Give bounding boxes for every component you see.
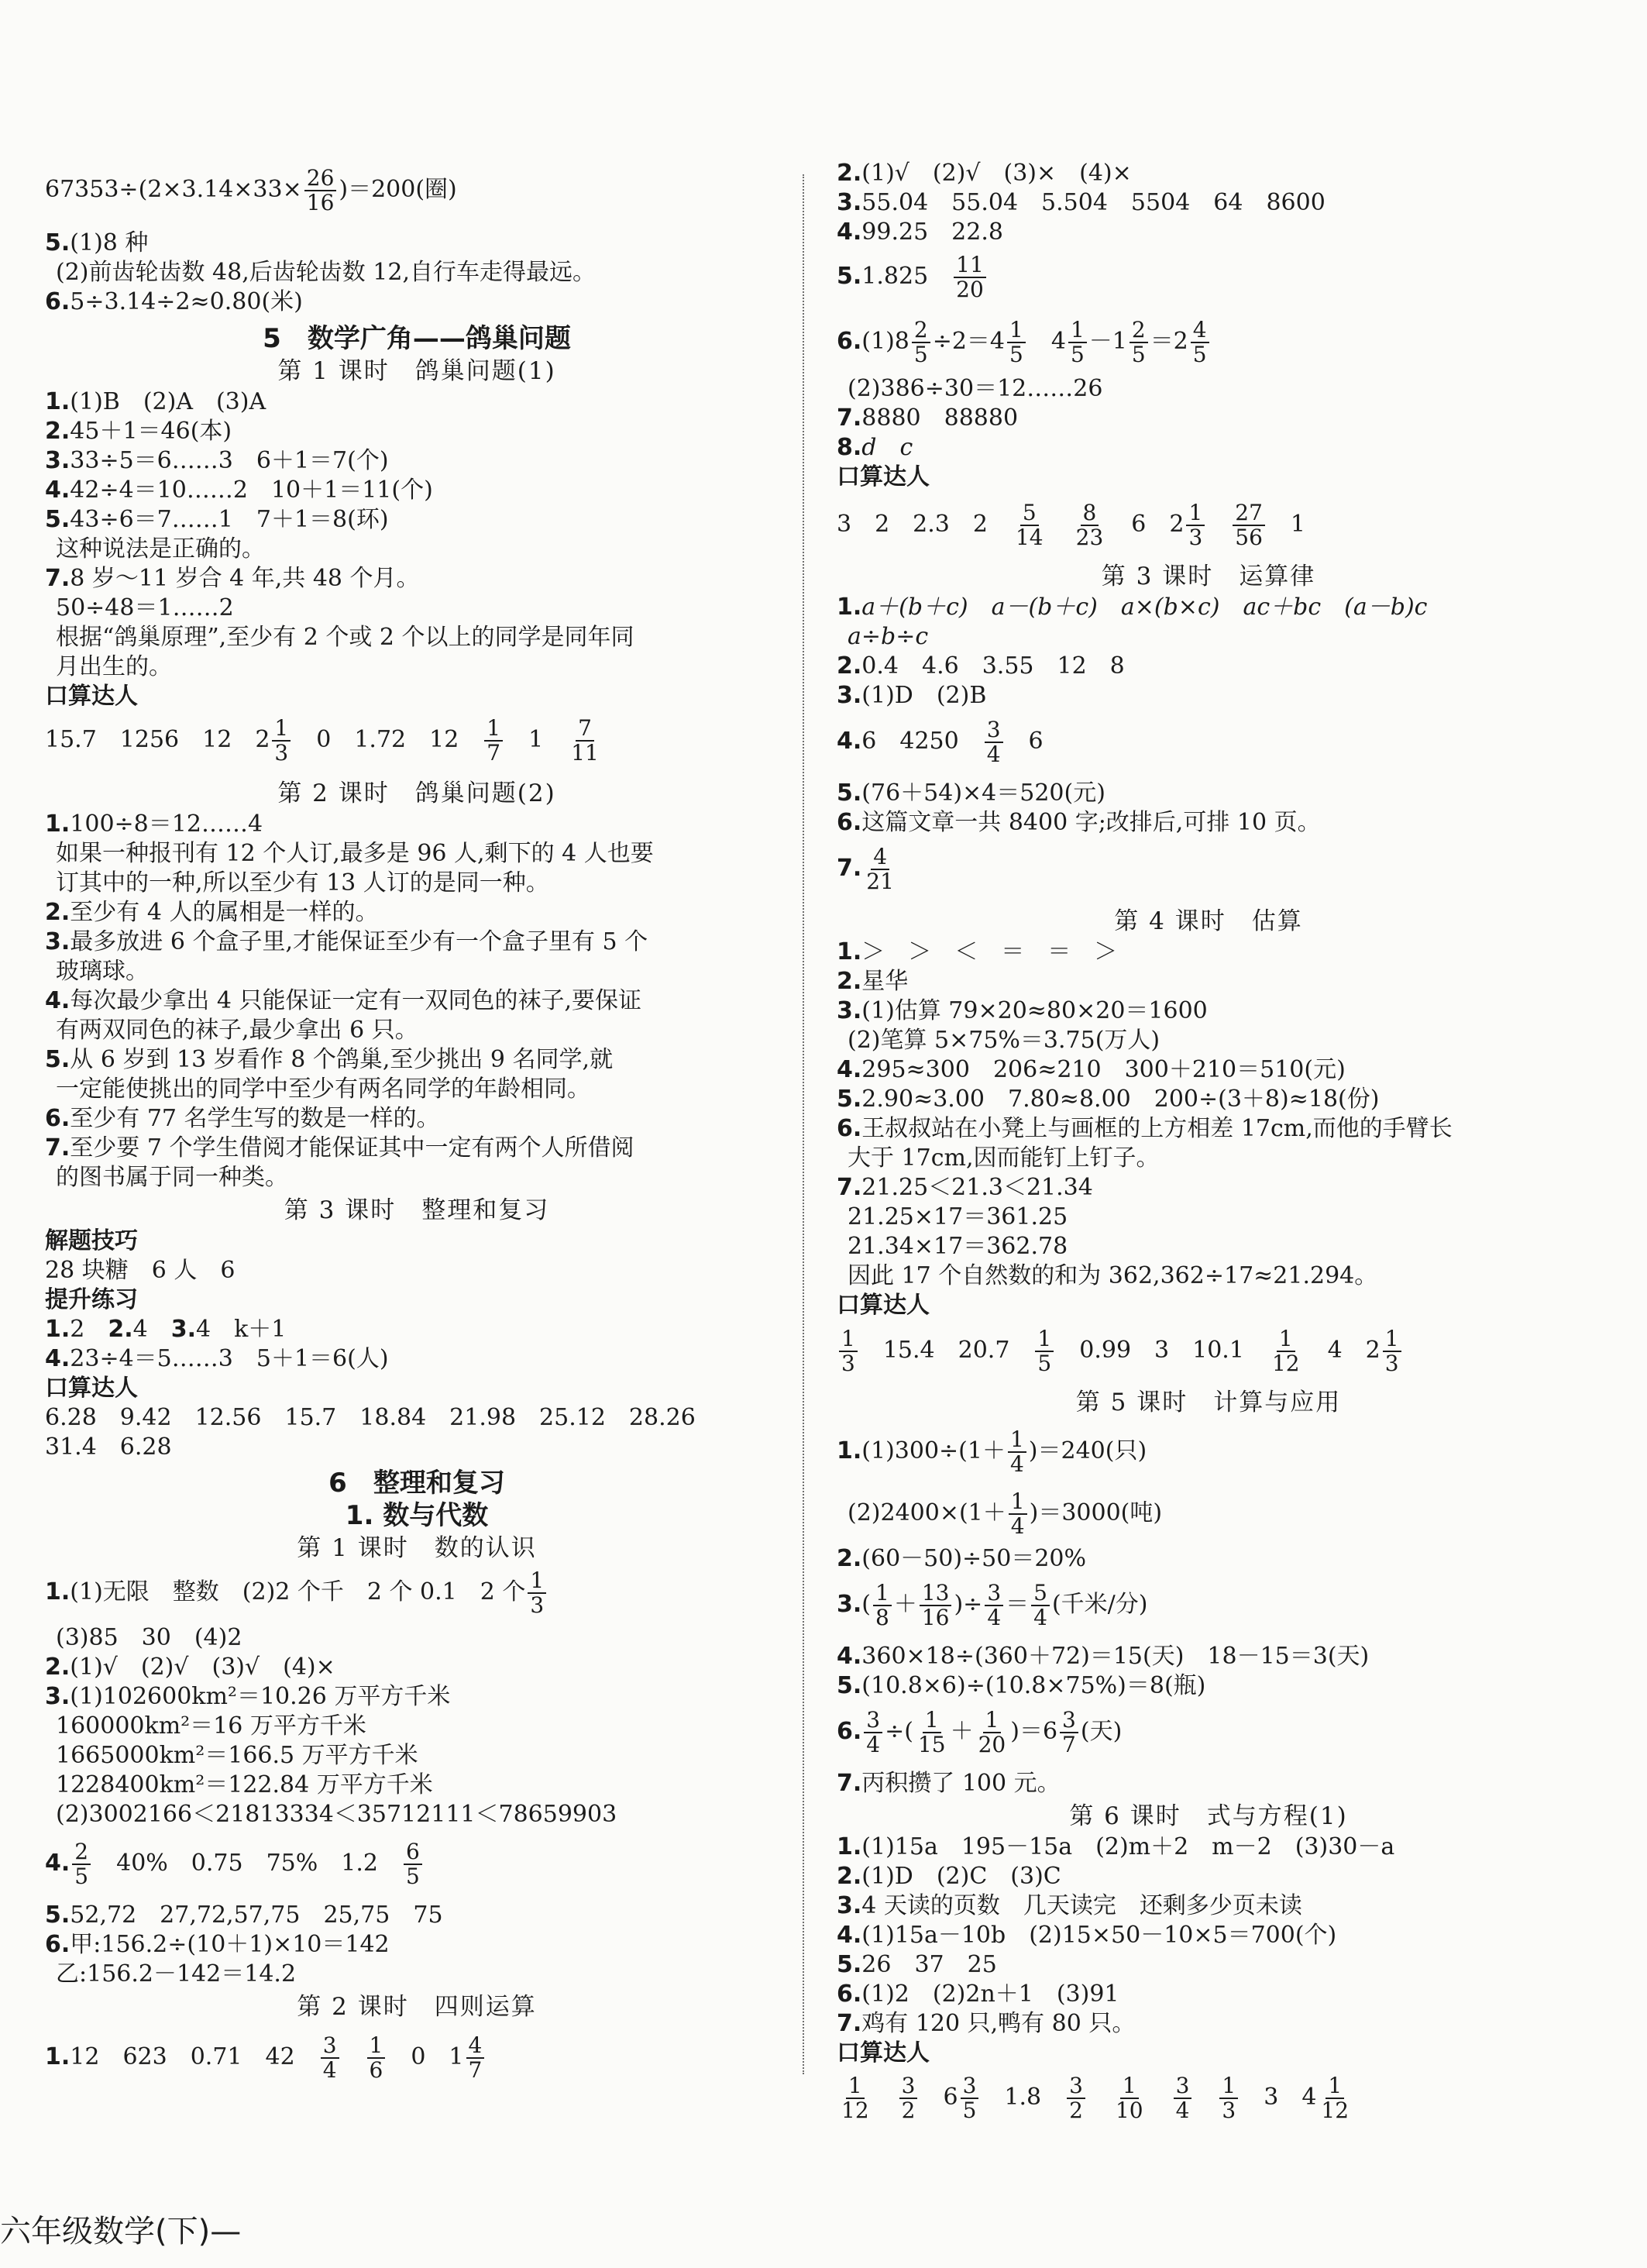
answer-line: (2)2400×(1＋ $\frac{1}{4}$ )＝3000(吨) (848, 1488, 1163, 1539)
answer-line: (2)386÷30＝12……26 (848, 375, 1103, 402)
answer-line: 31.4 6.28 (45, 1433, 172, 1461)
answer-line: 3.55.04 55.04 5.504 5504 64 8600 (837, 189, 1326, 216)
answer-line: 5.(76＋54)×4＝520(元) (837, 780, 1105, 807)
answer-line: a÷b÷c (848, 623, 929, 650)
answer-line: 7. $\frac{4}{21}$ (837, 844, 894, 894)
answer-line: 4.23÷4＝5……3 5＋1＝6(人) (45, 1345, 389, 1372)
section-subtitle: 1. 数与代数 (345, 1500, 489, 1531)
answer-line: 2.(1)√ (2)√ (3)√ (4)× (45, 1654, 335, 1681)
lesson-title: 第 3 课时 运算律 (1101, 563, 1316, 590)
answer-line: 如果一种报刊有 12 个人订,最多是 96 人,剩下的 4 人也要 (56, 840, 654, 867)
answer-line: 4.6 4250 $\frac{3}{4}$ 6 (837, 717, 1044, 767)
answer-line: 1.(1)15a 195－15a (2)m＋2 m－2 (3)30－a (837, 1833, 1395, 1860)
answer-line: 4.每次最少拿出 4 只能保证一定有一双同色的袜子,要保证 (45, 987, 641, 1014)
answer-line: 1.＞ ＞ ＜ ＝ ＝ ＞ (837, 938, 1118, 965)
answer-line: 一定能使挑出的同学中至少有两名同学的年龄相同。 (56, 1075, 590, 1103)
answer-line: 3.4 天读的页数 几天读完 还剩多少页未读 (837, 1892, 1302, 1919)
answer-line: 50÷48＝1……2 (56, 594, 234, 621)
answer-line: 6.(1)8 $\frac{2}{5}$ ÷2＝4 $\frac{1}{5}$ 4 $\frac{1}{5}$ －1 $\frac{2}{5}$ ＝2 $\frac{4}{5}$ (837, 318, 1212, 367)
answer-line: 7.丙积攒了 100 元。 (837, 1770, 1061, 1797)
answer-line: 3.( $\frac{1}{8}$ ＋ $\frac{13}{16}$ )÷ $\frac{3}{4}$ ＝ $\frac{5}{4}$ (千米/分) (837, 1580, 1148, 1630)
section-heading: 解题技巧 (45, 1227, 138, 1254)
answer-line: 8.d c (837, 434, 913, 461)
answer-line: 6.这篇文章一共 8400 字;改排后,可排 10 页。 (837, 809, 1321, 836)
answer-line: 4.99.25 22.8 (837, 219, 1003, 246)
lesson-title: 第 6 课时 式与方程(1) (1069, 1802, 1348, 1830)
section-title: 6 整理和复习 (328, 1468, 505, 1499)
answer-line: 1665000km²＝166.5 万平方千米 (56, 1742, 418, 1769)
lesson-title: 第 1 课时 数的认识 (297, 1534, 537, 1562)
answer-line: 2.至少有 4 人的属相是一样的。 (45, 899, 379, 926)
answer-line: 5.2.90≈3.00 7.80≈8.00 200÷(3＋8)≈18(份) (837, 1086, 1380, 1113)
answer-line: 7.8880 88880 (837, 404, 1019, 432)
answer-line: 5.(1)8 种 (45, 229, 149, 256)
answer-line: 6.5÷3.14÷2≈0.80(米) (45, 288, 303, 315)
section-heading: 提升练习 (45, 1286, 138, 1313)
section-title: 5 数学广角——鸽巢问题 (263, 323, 571, 354)
answer-line: 2.0.4 4.6 3.55 12 8 (837, 652, 1125, 680)
answer-line: (2)笔算 5×75%＝3.75(万人) (848, 1027, 1160, 1054)
answer-line: 4.(1)15a－10b (2)15×50－10×5＝700(个) (837, 1922, 1337, 1949)
answer-line: 5.26 37 25 (837, 1951, 997, 1978)
page-footer: 六年级数学(下)— (0, 2214, 242, 2249)
answer-line: 21.34×17＝362.78 (848, 1233, 1068, 1260)
answer-line: 15.7 1256 12 2 $\frac{1}{3}$ 0 1.72 12 $\frac{1}{7}$ 1 $\frac{7}{11}$ (45, 715, 599, 766)
answer-line: 有两双同色的袜子,最少拿出 6 只。 (56, 1017, 418, 1044)
answer-line: (3)85 30 (4)2 (56, 1624, 242, 1651)
answer-line: 1.(1)300÷(1＋ $\frac{1}{4}$ )＝240(只) (837, 1427, 1147, 1477)
answer-line: 5.(10.8×6)÷(10.8×75%)＝8(瓶) (837, 1672, 1206, 1699)
answer-line: 5.1.825 $\frac{11}{20}$ (837, 253, 989, 301)
answer-line: 5.从 6 岁到 13 岁看作 8 个鸽巢,至少挑出 9 名同学,就 (45, 1046, 614, 1073)
answer-line: 大于 17cm,因而能钉上钉子。 (848, 1144, 1160, 1172)
answer-line: 3.(1)估算 79×20≈80×20＝1600 (837, 997, 1208, 1024)
answer-line: 3.(1)102600km²＝10.26 万平方千米 (45, 1683, 451, 1710)
answer-line: 因此 17 个自然数的和为 362,362÷17≈21.294。 (848, 1262, 1378, 1289)
answer-line: 1.(1)B (2)A (3)A (45, 388, 266, 415)
answer-line: 6.28 9.42 12.56 15.7 18.84 21.98 25.12 28.26 (45, 1404, 696, 1431)
answer-line: 67353÷(2×3.14×33× $\frac{26}{16}$ )＝200(圈) (45, 165, 457, 215)
answer-line: 4. $\frac{2}{5}$ 40% 0.75 75% 1.2 $\frac{6}{5}$ (45, 1840, 425, 1888)
answer-line: 这种说法是正确的。 (56, 535, 265, 563)
answer-line: 3.最多放进 6 个盒子里,才能保证至少有一个盒子里有 5 个 (45, 928, 648, 955)
lesson-title: 第 2 课时 鸽巢问题(2) (277, 780, 556, 807)
lesson-title: 第 3 课时 整理和复习 (284, 1196, 550, 1224)
answer-line: 玻璃球。 (56, 958, 149, 985)
answer-line: 根据“鸽巢原理”,至少有 2 个或 2 个以上的同学是同年同 (56, 624, 634, 651)
answer-line: 6.至少有 77 名学生写的数是一样的。 (45, 1105, 440, 1132)
answer-line: 1228400km²＝122.84 万平方千米 (56, 1771, 433, 1798)
lesson-title: 第 1 课时 鸽巢问题(1) (277, 357, 556, 385)
answer-line: 订其中的一种,所以至少有 13 人订的是同一种。 (56, 869, 549, 897)
answer-line: $\frac{1}{3}$ 15.4 20.7 $\frac{1}{5}$ 0.99 3 10.1 $\frac{1}{12}$ 4 2 $\frac{1}{3}$ (837, 1327, 1404, 1375)
answer-line: (2)3002166＜21813334＜35712111＜78659903 (56, 1801, 617, 1828)
answer-line: 4.295≈300 206≈210 300＋210＝510(元) (837, 1056, 1346, 1083)
section-heading: 口算达人 (837, 463, 930, 490)
lesson-title: 第 2 课时 四则运算 (297, 1993, 537, 2021)
answer-line: 4.42÷4＝10……2 10＋1＝11(个) (45, 477, 433, 504)
answer-line: 3.33÷5＝6……3 6＋1＝7(个) (45, 447, 389, 474)
answer-line: 2.45＋1＝46(本) (45, 418, 232, 445)
answer-line: 乙:156.2－142＝14.2 (56, 1960, 297, 1988)
answer-line: 月出生的。 (56, 653, 172, 680)
answer-line: 6.王叔叔站在小凳上与画框的上方相差 17cm,而他的手臂长 (837, 1115, 1453, 1142)
answer-line: (2)前齿轮齿数 48,后齿轮齿数 12,自行车走得最远。 (56, 259, 596, 286)
answer-line: 5.43÷6＝7……1 7＋1＝8(环) (45, 506, 389, 533)
section-heading: 口算达人 (45, 1375, 138, 1402)
answer-line: 7.21.25＜21.3＜21.34 (837, 1174, 1093, 1201)
answer-line: $\frac{1}{12}$ $\frac{3}{2}$ 6 $\frac{3}{5}$ 1.8 $\frac{3}{2}$ $\frac{1}{10}$ $\frac{3}{4}$ $\frac{1}{3}$ 3 4 $\frac{1}{12}$ (841, 2073, 1350, 2123)
answer-line: 160000km²＝16 万平方千米 (56, 1712, 366, 1740)
answer-line: 2.星华 (837, 968, 909, 995)
answer-line: 6.(1)2 (2)2n＋1 (3)91 (837, 1981, 1119, 2008)
answer-line: 1.100÷8＝12……4 (45, 810, 263, 838)
lesson-title: 第 5 课时 计算与应用 (1075, 1389, 1342, 1416)
section-heading: 口算达人 (45, 683, 138, 710)
lesson-title: 第 4 课时 估算 (1114, 907, 1303, 935)
answer-line: 3 2 2.3 2 $\frac{5}{14}$ $\frac{8}{23}$ 6 2 $\frac{1}{3}$ $\frac{27}{56}$ 1 (837, 500, 1306, 550)
answer-line: 5.52,72 27,72,57,75 25,75 75 (45, 1901, 443, 1929)
answer-line: 3.(1)D (2)B (837, 682, 987, 709)
answer-line: 28 块糖 6 人 6 (45, 1257, 236, 1284)
section-heading: 口算达人 (837, 2039, 930, 2067)
answer-line: 2.(1)D (2)C (3)C (837, 1863, 1061, 1890)
column-divider (803, 174, 804, 2074)
answer-line: 1.a＋(b＋c) a－(b＋c) a×(b×c) ac＋bc (a－b)c (837, 594, 1428, 621)
answer-line: 1.2 2.4 3.4 k＋1 (45, 1316, 287, 1343)
answer-line: 的图书属于同一种类。 (56, 1164, 288, 1191)
answer-line: 6. $\frac{3}{4}$ ÷( $\frac{1}{15}$ ＋ $\frac{1}{20}$ )＝6 $\frac{3}{7}$ (天) (837, 1707, 1123, 1757)
section-heading: 口算达人 (837, 1292, 930, 1319)
answer-line: 2.(1)√ (2)√ (3)× (4)× (837, 160, 1132, 187)
answer-line: 7.至少要 7 个学生借阅才能保证其中一定有两个人所借阅 (45, 1134, 634, 1162)
answer-line: 21.25×17＝361.25 (848, 1203, 1068, 1230)
answer-line: 4.360×18÷(360＋72)＝15(天) 18－15＝3(天) (837, 1643, 1370, 1670)
answer-line: 7.鸡有 120 只,鸭有 80 只。 (837, 2010, 1136, 2037)
answer-line: 1.(1)无限 整数 (2)2 个千 2 个 0.1 2 个 $\frac{1}{3}$ (45, 1569, 548, 1617)
answer-line: 7.8 岁～11 岁合 4 年,共 48 个月。 (45, 565, 420, 592)
answer-line: 1.12 623 0.71 42 $\frac{3}{4}$ $\frac{1}{6}$ 0 1 $\frac{4}{7}$ (45, 2034, 487, 2082)
answer-line: 2.(60－50)÷50＝20% (837, 1545, 1087, 1572)
answer-line: 6.甲:156.2÷(10＋1)×10＝142 (45, 1931, 390, 1958)
